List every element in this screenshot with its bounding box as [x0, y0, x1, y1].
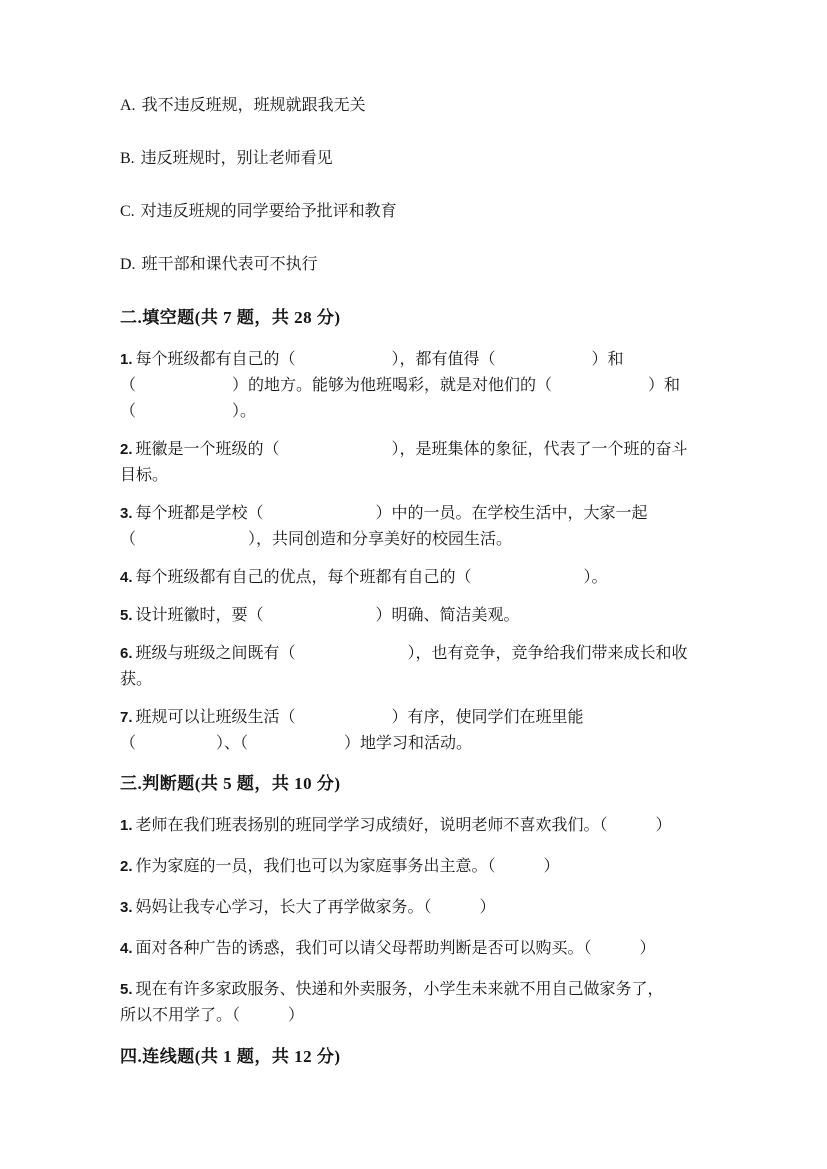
option-a-text: 我不违反班规，班规就跟我无关 [141, 97, 366, 114]
judge-q1-text: 老师在我们班表扬别的班同学学习成绩好，说明老师不喜欢我们。（ ） [135, 817, 672, 834]
fill-q3-line1: 每个班都是学校（ ）中的一员。在学校生活中，大家一起 [135, 505, 648, 522]
fill-q2-line2: 目标。 [120, 467, 169, 484]
fill-q4-number: 4. [120, 569, 133, 586]
fill-q6-line1: 班级与班级之间既有（ ），也有竞争，竞争给我们带来成长和收 [135, 645, 688, 662]
fill-q4-line1: 每个班级都有自己的优点，每个班都有自己的（ ）。 [135, 569, 608, 586]
fill-q1-number: 1. [120, 351, 133, 368]
option-b-text: 违反班规时，别让老师看见 [140, 150, 333, 167]
option-d-label: D. [120, 256, 136, 273]
fill-question-3 [120, 501, 727, 553]
option-d [120, 252, 727, 278]
fill-question-5 [120, 603, 727, 629]
judge-q4-text: 面对各种广告的诱惑，我们可以请父母帮助判断是否可以购买。（ ） [135, 940, 656, 957]
option-a [120, 93, 727, 119]
fill-q5-line1: 设计班徽时，要（ ）明确、简洁美观。 [135, 607, 520, 624]
judge-question-3 [120, 895, 727, 921]
section-judge-heading: 三.判断题(共 5 题，共 10 分) [120, 774, 341, 793]
fill-q1-line1: 每个班级都有自己的（ ），都有值得（ ）和 [135, 351, 624, 368]
judge-q2-text: 作为家庭的一员，我们也可以为家庭事务出主意。（ ） [135, 858, 560, 875]
fill-question-4 [120, 565, 727, 591]
option-b [120, 146, 727, 172]
judge-question-1 [120, 813, 727, 839]
judge-question-5 [120, 977, 727, 1029]
option-b-label: B. [120, 150, 135, 167]
judge-q4-number: 4. [120, 940, 133, 957]
fill-q1-line3: （ ）。 [120, 403, 257, 420]
judge-q5-line2: 所以不用学了。（ ） [120, 1007, 305, 1024]
fill-q2-number: 2. [120, 441, 133, 458]
section-fill-questions [120, 347, 727, 757]
judge-q5-line1: 现在有许多家政服务、快递和外卖服务，小学生未来就不用自己做家务了， [135, 981, 664, 998]
section-judge-questions [120, 813, 727, 1029]
fill-q7-line2: （ ）、（ ）地学习和活动。 [120, 735, 473, 752]
judge-q3-number: 3. [120, 899, 133, 916]
option-d-text: 班干部和课代表可不执行 [141, 256, 318, 273]
judge-question-2 [120, 854, 727, 880]
fill-question-7 [120, 705, 727, 757]
option-a-label: A. [120, 97, 136, 114]
fill-q7-line1: 班规可以让班级生活（ ）有序，使同学们在班里能 [135, 709, 584, 726]
fill-q3-number: 3. [120, 505, 133, 522]
fill-q1-line2: （ ）的地方。能够为他班喝彩，就是对他们的（ ）和 [120, 377, 681, 394]
fill-question-6 [120, 641, 727, 693]
fill-q6-line2: 获。 [120, 671, 153, 688]
fill-q5-number: 5. [120, 607, 133, 624]
fill-question-2 [120, 437, 727, 489]
fill-q2-line1: 班徽是一个班级的（ ），是班集体的象征，代表了一个班的奋斗 [135, 441, 688, 458]
section-fill-heading: 二.填空题(共 7 题，共 28 分) [120, 308, 341, 327]
option-c-text: 对违反班规的同学要给予批评和教育 [140, 203, 397, 220]
fill-q7-number: 7. [120, 709, 133, 726]
section-match-heading: 四.连线题(共 1 题，共 12 分) [120, 1047, 341, 1066]
judge-q3-text: 妈妈让我专心学习，长大了再学做家务。（ ） [135, 899, 496, 916]
fill-q3-line2: （ ），共同创造和分享美好的校园生活。 [120, 531, 513, 548]
option-c-label: C. [120, 203, 135, 220]
option-c [120, 199, 727, 225]
choice-options-block [120, 93, 727, 278]
fill-question-1 [120, 347, 727, 425]
judge-question-4 [120, 936, 727, 962]
judge-q2-number: 2. [120, 858, 133, 875]
fill-q6-number: 6. [120, 645, 133, 662]
judge-q5-number: 5. [120, 981, 133, 998]
judge-q1-number: 1. [120, 817, 133, 834]
